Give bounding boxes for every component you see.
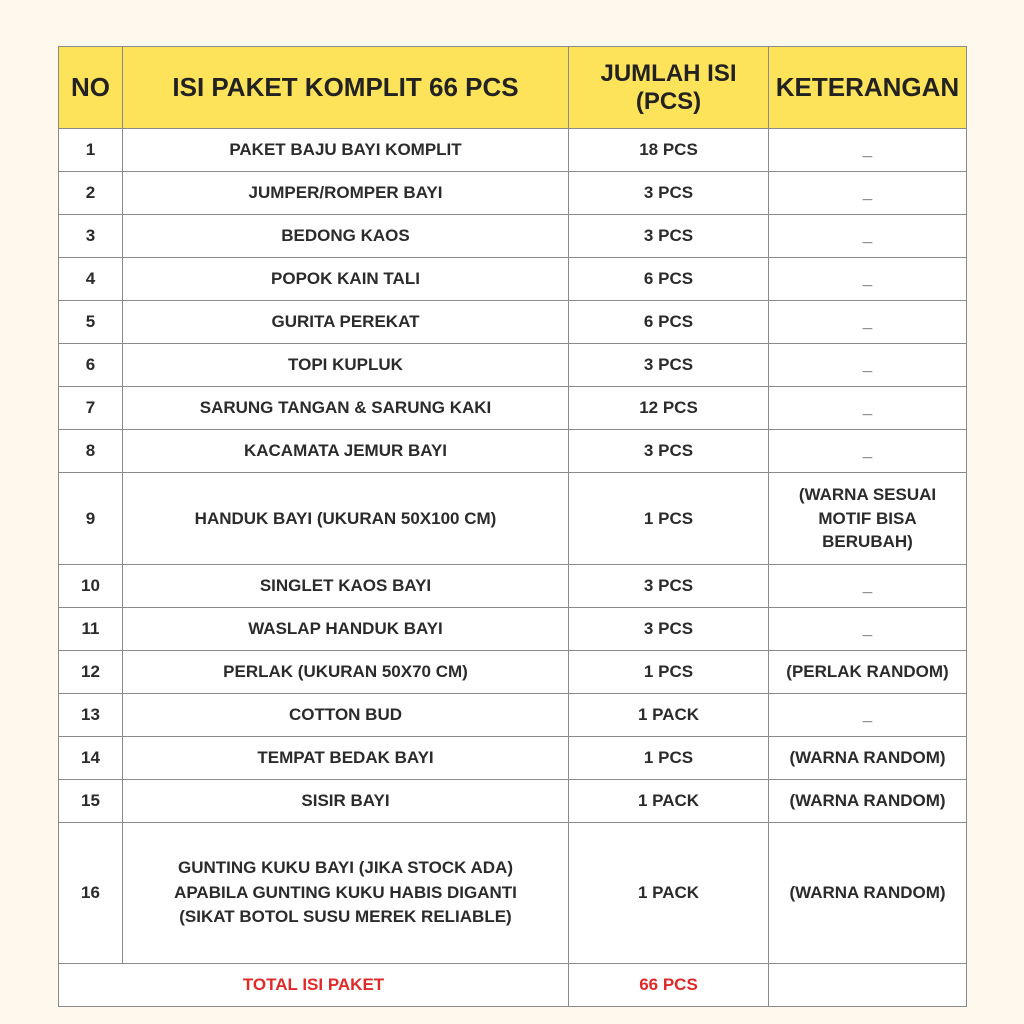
row-number: 14 [59, 737, 123, 780]
row-item: WASLAP HANDUK BAYI [123, 608, 569, 651]
table-row [59, 737, 967, 780]
header-qty-line2: (PCS) [635, 87, 702, 115]
row-quantity: 1 PACK [569, 694, 769, 737]
row-note: (WARNA RANDOM) [769, 737, 967, 780]
row-note: _ [769, 608, 967, 651]
row-item-line: APABILA GUNTING KUKU HABIS DIGANTI [174, 882, 517, 902]
row-number: 1 [59, 129, 123, 172]
row-item: SARUNG TANGAN & SARUNG KAKI [123, 387, 569, 430]
row-number: 7 [59, 387, 123, 430]
row-note-line: BERUBAH) [822, 532, 913, 552]
row-item: HANDUK BAYI (UKURAN 50X100 CM) [123, 473, 569, 565]
table-row [59, 651, 967, 694]
row-number: 8 [59, 430, 123, 473]
total-note [769, 964, 967, 1007]
row-quantity: 1 PCS [569, 651, 769, 694]
row-number: 11 [59, 608, 123, 651]
header-qty [569, 47, 769, 129]
header-row [59, 47, 967, 129]
row-number: 9 [59, 473, 123, 565]
row-note: _ [769, 172, 967, 215]
table-row [59, 565, 967, 608]
row-item-line: GUNTING KUKU BAYI (JIKA STOCK ADA) [178, 858, 513, 878]
row-note: _ [769, 430, 967, 473]
table-row [59, 430, 967, 473]
row-note: _ [769, 258, 967, 301]
row-item: SISIR BAYI [123, 780, 569, 823]
row-item: COTTON BUD [123, 694, 569, 737]
table-row [59, 258, 967, 301]
row-number: 6 [59, 344, 123, 387]
table-row [59, 473, 967, 565]
row-quantity: 3 PCS [569, 344, 769, 387]
table-row [59, 215, 967, 258]
row-item: POPOK KAIN TALI [123, 258, 569, 301]
row-number: 16 [59, 823, 123, 964]
row-number: 5 [59, 301, 123, 344]
row-quantity: 3 PCS [569, 172, 769, 215]
package-contents-table [58, 46, 967, 1007]
row-quantity: 3 PCS [569, 430, 769, 473]
table-row [59, 608, 967, 651]
row-item-line: (SIKAT BOTOL SUSU MEREK RELIABLE) [179, 907, 512, 927]
row-note: (PERLAK RANDOM) [769, 651, 967, 694]
row-quantity: 1 PCS [569, 737, 769, 780]
row-quantity: 3 PCS [569, 608, 769, 651]
row-quantity: 6 PCS [569, 301, 769, 344]
table-row [59, 301, 967, 344]
row-quantity: 6 PCS [569, 258, 769, 301]
row-note-line: (WARNA SESUAI [798, 484, 937, 504]
total-quantity: 66 PCS [569, 964, 769, 1007]
row-item: BEDONG KAOS [123, 215, 569, 258]
row-note: _ [769, 215, 967, 258]
row-number: 15 [59, 780, 123, 823]
table-row [59, 780, 967, 823]
header-no: NO [59, 47, 123, 129]
row-number: 3 [59, 215, 123, 258]
row-quantity: 1 PACK [569, 823, 769, 964]
row-note: _ [769, 344, 967, 387]
row-item: GURITA PEREKAT [123, 301, 569, 344]
row-quantity: 1 PCS [569, 473, 769, 565]
total-row [59, 964, 967, 1007]
header-note: KETERANGAN [769, 47, 967, 129]
table-row [59, 823, 967, 964]
row-note: _ [769, 387, 967, 430]
total-label: TOTAL ISI PAKET [59, 964, 569, 1007]
row-item [123, 823, 569, 964]
row-note: (WARNA RANDOM) [769, 823, 967, 964]
row-number: 13 [59, 694, 123, 737]
header-item: ISI PAKET KOMPLIT 66 PCS [123, 47, 569, 129]
table-row [59, 694, 967, 737]
row-note [769, 473, 967, 565]
row-note: _ [769, 565, 967, 608]
row-note: (WARNA RANDOM) [769, 780, 967, 823]
row-note: _ [769, 694, 967, 737]
row-number: 4 [59, 258, 123, 301]
row-quantity: 12 PCS [569, 387, 769, 430]
table-row [59, 129, 967, 172]
row-item: TEMPAT BEDAK BAYI [123, 737, 569, 780]
row-number: 2 [59, 172, 123, 215]
table-row [59, 344, 967, 387]
row-item: TOPI KUPLUK [123, 344, 569, 387]
row-quantity: 1 PACK [569, 780, 769, 823]
row-item: JUMPER/ROMPER BAYI [123, 172, 569, 215]
row-item: KACAMATA JEMUR BAYI [123, 430, 569, 473]
row-number: 12 [59, 651, 123, 694]
header-qty-line1: JUMLAH ISI [600, 59, 737, 87]
row-item: SINGLET KAOS BAYI [123, 565, 569, 608]
table-row [59, 387, 967, 430]
row-quantity: 18 PCS [569, 129, 769, 172]
row-note: _ [769, 301, 967, 344]
row-note-line: MOTIF BISA [818, 508, 917, 528]
row-note: _ [769, 129, 967, 172]
row-item: PAKET BAJU BAYI KOMPLIT [123, 129, 569, 172]
row-number: 10 [59, 565, 123, 608]
row-quantity: 3 PCS [569, 565, 769, 608]
row-item: PERLAK (UKURAN 50X70 CM) [123, 651, 569, 694]
table-row [59, 172, 967, 215]
row-quantity: 3 PCS [569, 215, 769, 258]
